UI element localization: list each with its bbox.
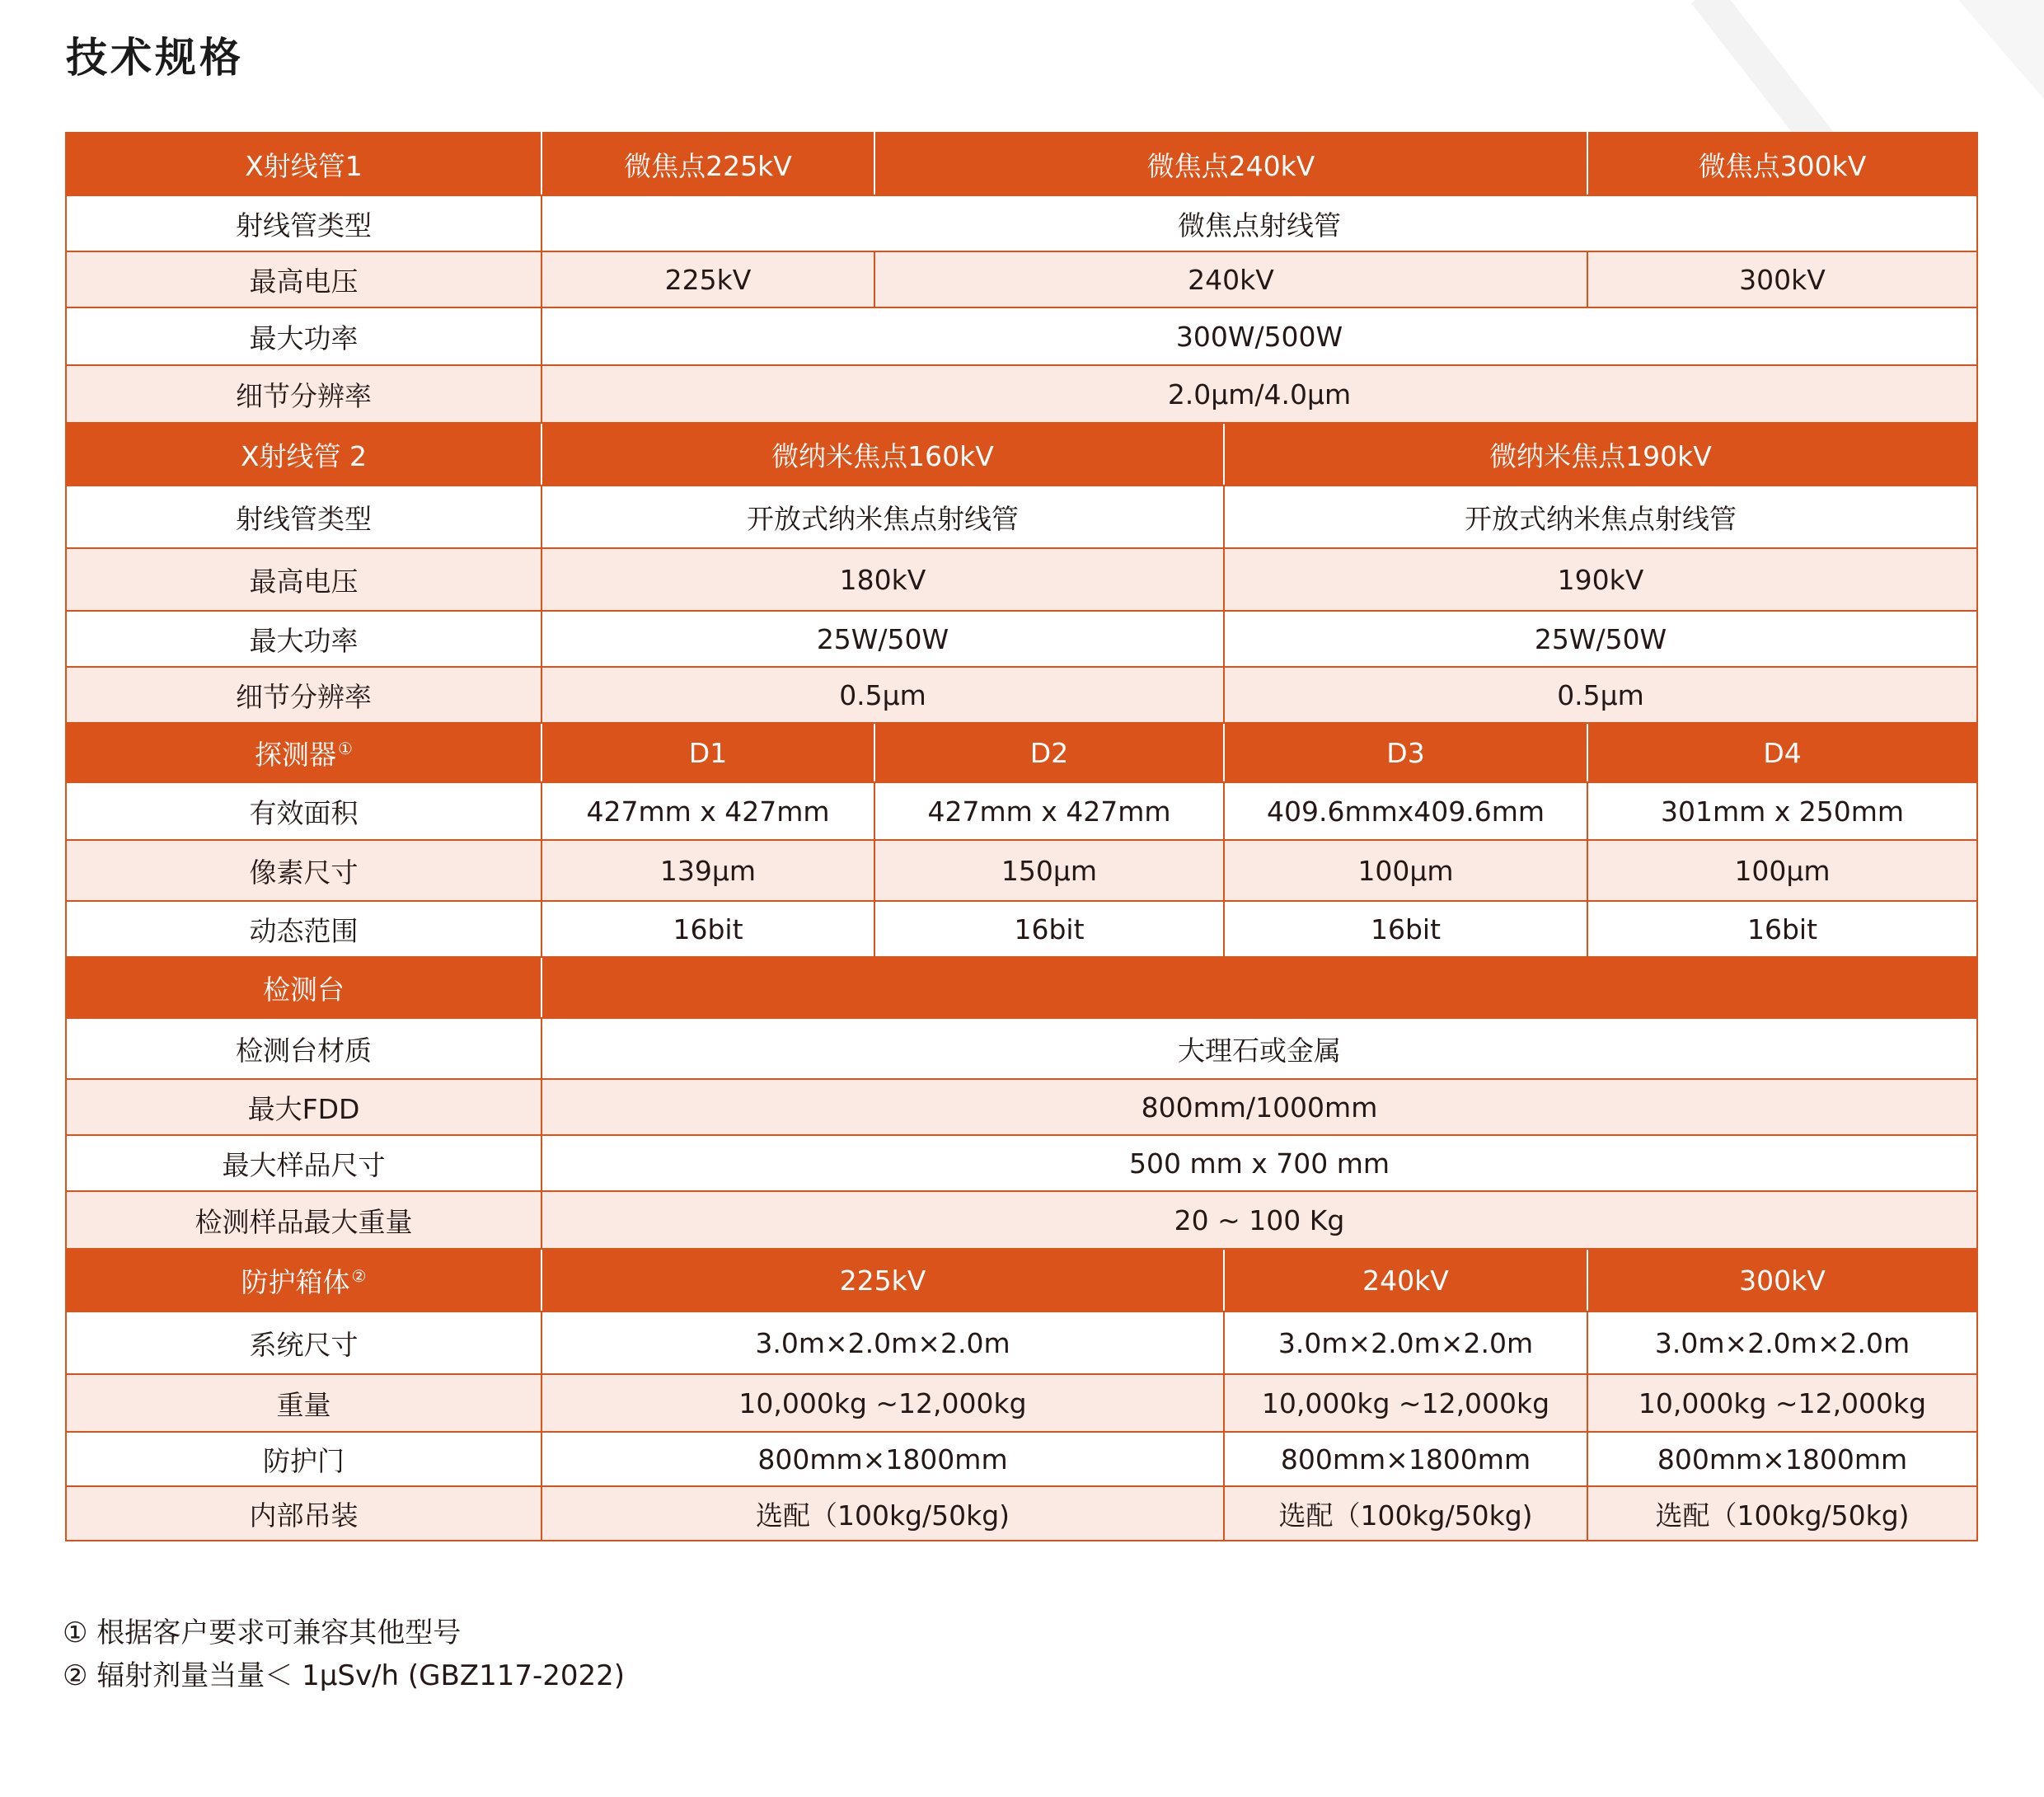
cell-value: 800mm×1800mm	[1224, 1432, 1587, 1486]
row-label: 重量	[66, 1374, 541, 1432]
table-row	[66, 548, 1977, 611]
cell-value: 300kV	[1587, 251, 1977, 307]
cell-value: 100μm	[1587, 840, 1977, 901]
cell-value: 800mm×1800mm	[541, 1432, 1224, 1486]
detector-label: 探测器	[255, 738, 337, 771]
cell-value: 25W/50W	[541, 611, 1224, 667]
xray1-header-row	[66, 133, 1977, 195]
detector-model-d4: D4	[1587, 723, 1977, 782]
table-row	[66, 1135, 1977, 1191]
row-label: 系统尺寸	[66, 1311, 541, 1374]
table-row	[66, 840, 1977, 901]
detector-model-d1: D1	[541, 723, 874, 782]
section-label-detector	[66, 723, 541, 782]
cell-value: 139μm	[541, 840, 874, 901]
table-row	[66, 1432, 1977, 1486]
footnote: ① 根据客户要求可兼容其他型号	[63, 1616, 462, 1649]
table-row	[66, 365, 1977, 423]
cell-value: 10,000kg ~12,000kg	[541, 1374, 1224, 1432]
footnote-marker: ①	[338, 738, 353, 758]
table-row	[66, 1486, 1977, 1541]
table-row	[66, 611, 1977, 667]
table-row	[66, 195, 1977, 251]
table-row	[66, 901, 1977, 957]
cell-value: 0.5μm	[541, 667, 1224, 723]
page-title: 技术规格	[66, 34, 244, 82]
cell-value: 选配（100kg/50kg)	[1587, 1486, 1977, 1541]
row-label: 最高电压	[66, 251, 541, 307]
cell-value: 16bit	[1224, 901, 1587, 957]
footnote-marker: ②	[351, 1265, 367, 1286]
table-row	[66, 307, 1977, 365]
cell-value: 3.0m×2.0m×2.0m	[1587, 1311, 1977, 1374]
cell-value: 开放式纳米焦点射线管	[1224, 486, 1977, 548]
cell-value: 427mm x 427mm	[541, 782, 874, 840]
row-label: 防护门	[66, 1432, 541, 1486]
footnote: ② 辐射剂量当量＜ 1μSv/h (GBZ117-2022)	[63, 1659, 626, 1692]
row-label: 最大功率	[66, 307, 541, 365]
cell-value: 16bit	[874, 901, 1224, 957]
cell-value: 301mm x 250mm	[1587, 782, 1977, 840]
xray2-header-row	[66, 423, 1977, 486]
row-label: 检测样品最大重量	[66, 1191, 541, 1249]
table-row	[66, 486, 1977, 548]
cell-value: 225kV	[541, 251, 874, 307]
table-row	[66, 1374, 1977, 1432]
cell-value: 10,000kg ~12,000kg	[1224, 1374, 1587, 1432]
cabinet-label: 防护箱体	[241, 1265, 350, 1298]
cell-value: 240kV	[874, 251, 1587, 307]
cell-value: 3.0m×2.0m×2.0m	[541, 1311, 1224, 1374]
cabinet-model-1: 225kV	[541, 1249, 1224, 1311]
cell-value: 开放式纳米焦点射线管	[541, 486, 1224, 548]
section-label-stage: 检测台	[66, 957, 541, 1018]
cell-value: 190kV	[1224, 548, 1977, 611]
cell-value: 2.0μm/4.0μm	[541, 365, 1977, 423]
xray1-model-2: 微焦点240kV	[874, 133, 1587, 195]
cell-value: 150μm	[874, 840, 1224, 901]
table-row	[66, 1018, 1977, 1079]
table-row	[66, 782, 1977, 840]
detector-model-d3: D3	[1224, 723, 1587, 782]
cell-value: 180kV	[541, 548, 1224, 611]
row-label: 有效面积	[66, 782, 541, 840]
cell-value: 409.6mmx409.6mm	[1224, 782, 1587, 840]
cabinet-model-2: 240kV	[1224, 1249, 1587, 1311]
cell-value: 16bit	[1587, 901, 1977, 957]
row-label: 最大功率	[66, 611, 541, 667]
cell-value: 500 mm x 700 mm	[541, 1135, 1977, 1191]
detector-model-d2: D2	[874, 723, 1224, 782]
cell-value: 800mm/1000mm	[541, 1079, 1977, 1135]
table-row	[66, 1311, 1977, 1374]
row-label: 细节分辨率	[66, 365, 541, 423]
xray2-model-2: 微纳米焦点190kV	[1224, 423, 1977, 486]
cell-value: 300W/500W	[541, 307, 1977, 365]
spec-table	[65, 132, 1978, 1541]
row-label: 最大样品尺寸	[66, 1135, 541, 1191]
row-label: 最大FDD	[66, 1079, 541, 1135]
cell-value: 3.0m×2.0m×2.0m	[1224, 1311, 1587, 1374]
section-label-cabinet	[66, 1249, 541, 1311]
row-label: 射线管类型	[66, 195, 541, 251]
detector-header-row	[66, 723, 1977, 782]
cell-value: 0.5μm	[1224, 667, 1977, 723]
cell-value: 20 ~ 100 Kg	[541, 1191, 1977, 1249]
table-row	[66, 667, 1977, 723]
row-label: 像素尺寸	[66, 840, 541, 901]
cell-value: 选配（100kg/50kg)	[541, 1486, 1224, 1541]
footnotes	[63, 1612, 625, 1697]
row-label: 最高电压	[66, 548, 541, 611]
cell-value: 大理石或金属	[541, 1018, 1977, 1079]
background-decoration-corner	[1912, 0, 2044, 99]
row-label: 射线管类型	[66, 486, 541, 548]
section-label-xray2: X射线管 2	[66, 423, 541, 486]
stage-header-fill	[541, 957, 1977, 1018]
section-label-xray1: X射线管1	[66, 133, 541, 195]
cell-value: 16bit	[541, 901, 874, 957]
cell-value: 选配（100kg/50kg)	[1224, 1486, 1587, 1541]
xray1-model-3: 微焦点300kV	[1587, 133, 1977, 195]
cell-value: 800mm×1800mm	[1587, 1432, 1977, 1486]
table-row	[66, 1079, 1977, 1135]
row-label: 内部吊装	[66, 1486, 541, 1541]
table-row	[66, 251, 1977, 307]
cabinet-header-row	[66, 1249, 1977, 1311]
row-label: 检测台材质	[66, 1018, 541, 1079]
stage-header-row	[66, 957, 1977, 1018]
cell-value: 25W/50W	[1224, 611, 1977, 667]
cabinet-model-3: 300kV	[1587, 1249, 1977, 1311]
row-label: 动态范围	[66, 901, 541, 957]
xray1-model-1: 微焦点225kV	[541, 133, 874, 195]
cell-value: 10,000kg ~12,000kg	[1587, 1374, 1977, 1432]
xray2-model-1: 微纳米焦点160kV	[541, 423, 1224, 486]
row-label: 细节分辨率	[66, 667, 541, 723]
cell-value: 微焦点射线管	[541, 195, 1977, 251]
cell-value: 427mm x 427mm	[874, 782, 1224, 840]
cell-value: 100μm	[1224, 840, 1587, 901]
table-row	[66, 1191, 1977, 1249]
